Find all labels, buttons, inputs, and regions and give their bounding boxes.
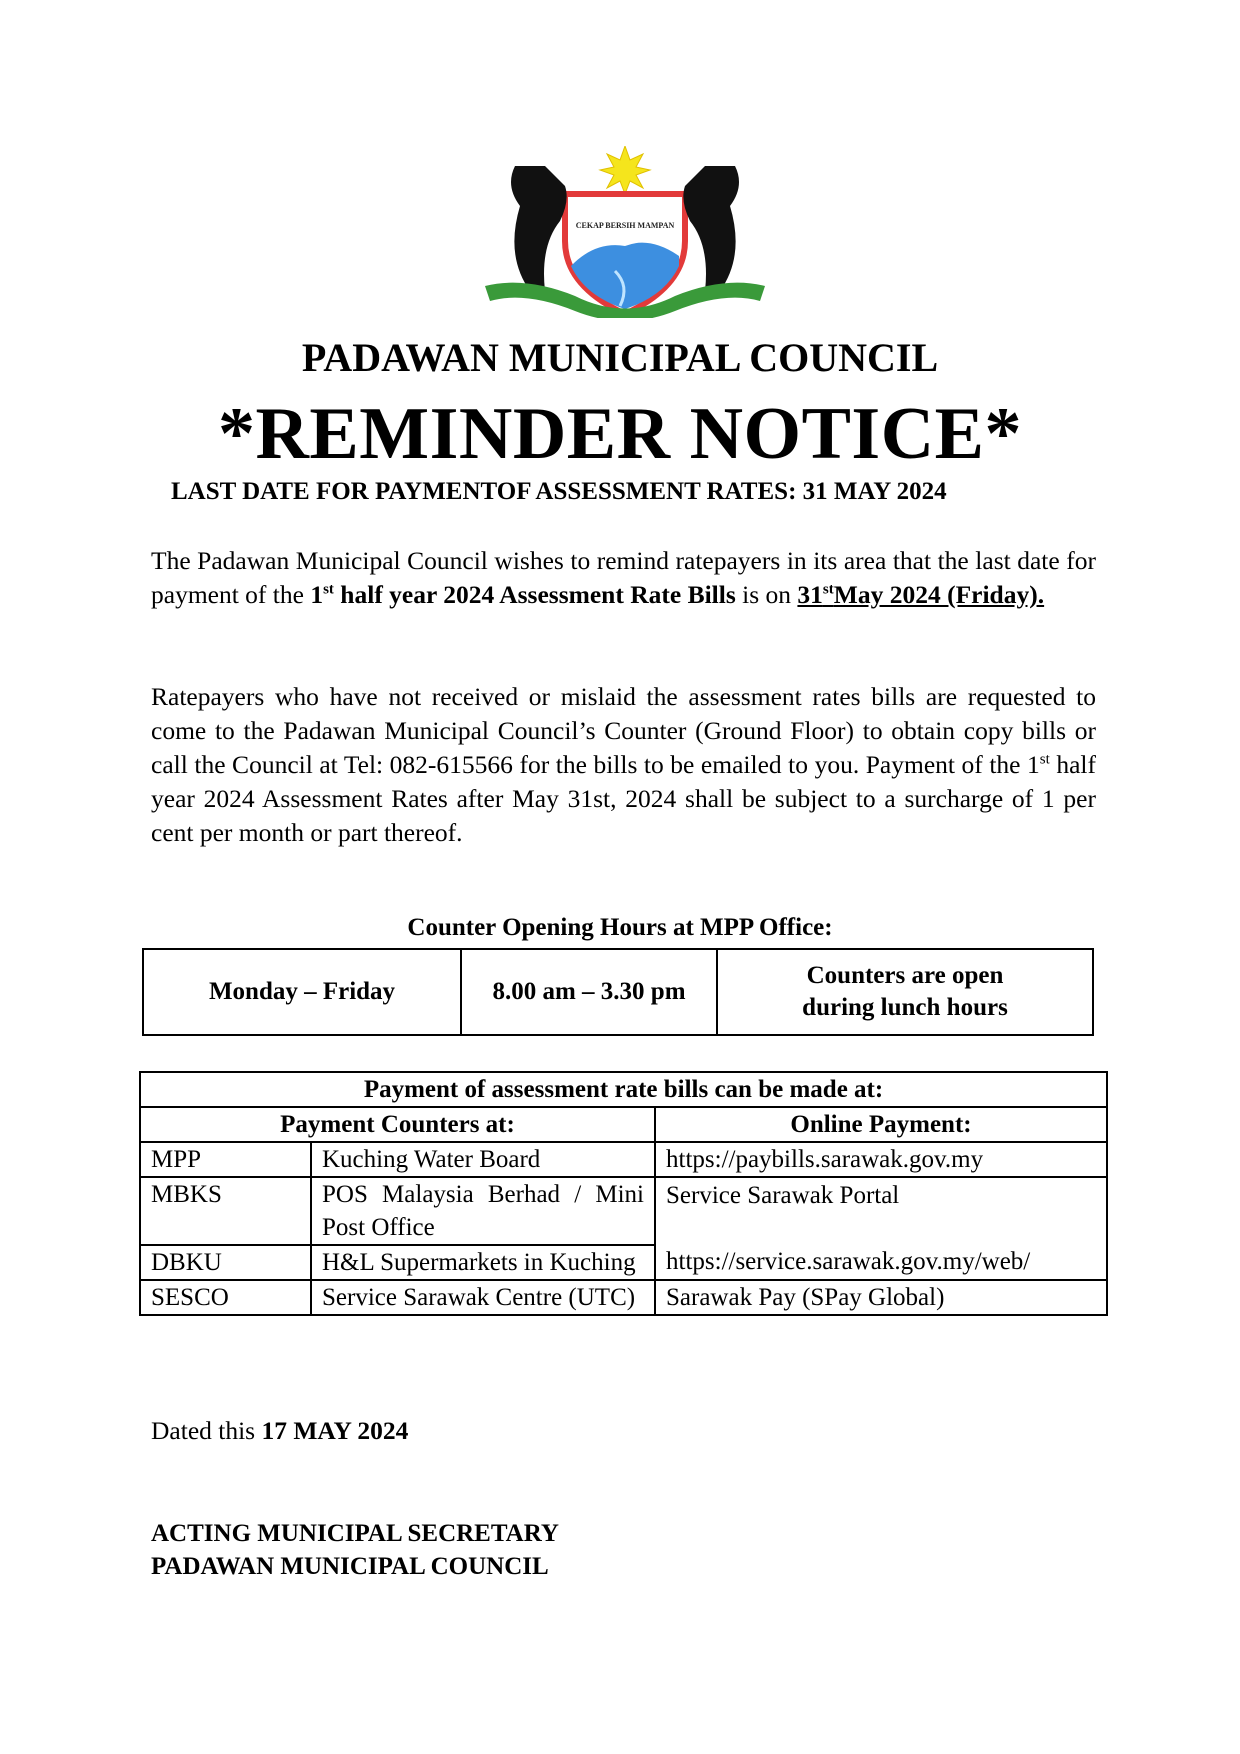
reminder-notice-title: *REMINDER NOTICE* (217, 393, 1023, 475)
last-date-subheading: LAST DATE FOR PAYMENTOF ASSESSMENT RATES: 31 MAY 2024 (171, 478, 947, 505)
opening-hours-heading: Counter Opening Hours at MPP Office: (407, 914, 833, 941)
hours-note-line2: during lunch hours (802, 994, 1008, 1021)
instructions-paragraph (151, 680, 1096, 850)
para1-ordinal: 1 (310, 580, 324, 609)
table-row (140, 1142, 1107, 1177)
due-date-day: 31 (797, 580, 823, 609)
para2-sup: st (1039, 751, 1050, 768)
para2-text: Ratepayers who have not received or mislaid the assessment rates bills are requested to come to the Padawan Municipal Council’s Counter (Ground Floor) to obtain copy bills or call the Council at Tel: 082-615566 for the bills to be emailed to you. Payment of the 1 (151, 682, 1096, 779)
svg-text:CEKAP BERSIH MAMPAN: CEKAP BERSIH MAMPAN (575, 221, 675, 230)
signatory-organization: PADAWAN MUNICIPAL COUNCIL (151, 1553, 549, 1580)
counter-cell: Service Sarawak Centre (UTC) (311, 1280, 655, 1315)
agency-cell: DBKU (140, 1245, 311, 1280)
dated-line (151, 1416, 408, 1446)
para1-text-2: is on (735, 580, 798, 609)
opening-hours-table (142, 948, 1094, 1036)
payment-counters-header: Payment Counters at: (140, 1107, 655, 1142)
para1-ordinal-sup: st (323, 581, 334, 598)
dated-date: 17 MAY 2024 (261, 1416, 409, 1445)
dated-label: Dated this (151, 1416, 262, 1445)
service-sarawak-portal-label: Service Sarawak Portal (666, 1182, 900, 1209)
payment-locations-table (139, 1071, 1108, 1316)
hours-time: 8.00 am – 3.30 pm (461, 949, 717, 1035)
due-date-sup: st (822, 581, 834, 598)
due-date: May 2024 (Friday). (833, 580, 1045, 609)
agency-cell: SESCO (140, 1280, 311, 1315)
agency-cell: MPP (140, 1142, 311, 1177)
hours-days: Monday – Friday (143, 949, 461, 1035)
online-link-service-sarawak[interactable]: https://service.sarawak.gov.my/web/ (666, 1248, 1031, 1275)
hours-note (717, 949, 1093, 1035)
council-crest-logo (485, 146, 765, 318)
counter-cell: H&L Supermarkets in Kuching (311, 1245, 655, 1280)
online-payment-header: Online Payment: (655, 1107, 1107, 1142)
counter-cell: POS Malaysia Berhad / Mini Post Office (311, 1177, 655, 1245)
para1-bold-text: half year 2024 Assessment Rate Bills (333, 580, 736, 609)
online-service-sarawak-cell (655, 1177, 1107, 1280)
para1-text: The Padawan Municipal Council wishes to remind ratepayers in its area that the last date for payment of the (151, 546, 1096, 609)
signature-block (151, 1517, 559, 1583)
para2-text-2: half year 2024 Assessment Rates after May 31st, 2024 shall be subject to a surcharge of 1 per cent per month or part thereof. (151, 750, 1096, 847)
online-link-paybills[interactable]: https://paybills.sarawak.gov.my (655, 1142, 1107, 1177)
agency-cell: MBKS (140, 1177, 311, 1245)
table-row (140, 1280, 1107, 1315)
table-row (140, 1177, 1107, 1245)
signatory-title: ACTING MUNICIPAL SECRETARY (151, 1520, 559, 1547)
payment-table-title: Payment of assessment rate bills can be made at: (140, 1072, 1107, 1107)
online-sarawak-pay: Sarawak Pay (SPay Global) (655, 1280, 1107, 1315)
reminder-paragraph (151, 544, 1096, 612)
hours-note-line1: Counters are open (806, 962, 1004, 989)
counter-cell: Kuching Water Board (311, 1142, 655, 1177)
council-name-heading: PADAWAN MUNICIPAL COUNCIL (301, 335, 939, 380)
